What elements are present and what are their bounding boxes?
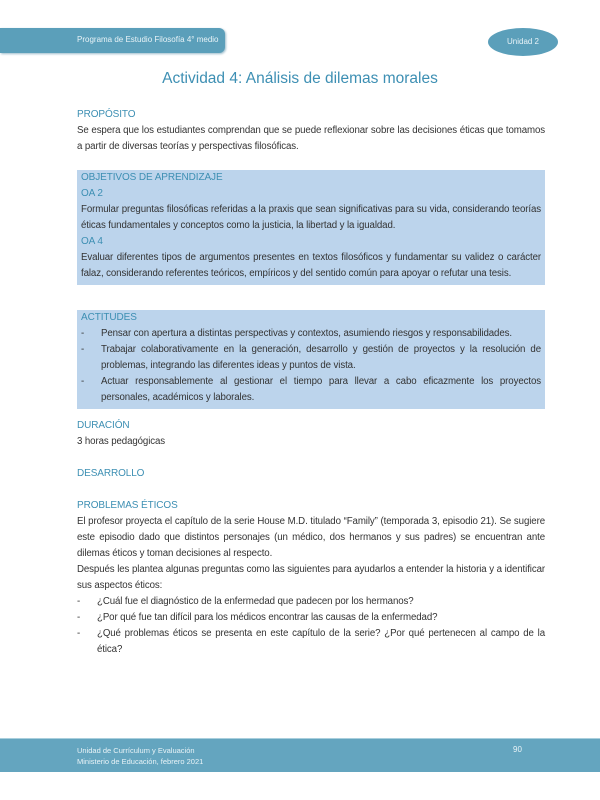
proposito-section — [77, 107, 545, 155]
page-title: Actividad 4: Análisis de dilemas morales — [162, 70, 438, 87]
unit-badge: Unidad 2 — [488, 28, 558, 56]
header-bar — [0, 28, 225, 53]
footer-line: Unidad de Currículum y Evaluación — [77, 746, 195, 755]
actitudes-heading: ACTITUDES — [81, 312, 137, 323]
proposito-text: Se espera que los estudiantes comprendan que se puede reflexionar sobre las decisiones éticas que tomamos a partir de diversas teorías y perspectivas filosóficas. — [77, 125, 545, 152]
actitud-item: - Pensar con apertura a distintas perspectivas y contextos, asumiendo riesgos y responsabilidades. — [81, 326, 541, 342]
actitudes-box — [77, 310, 545, 409]
oa-text: Formular preguntas filosóficas referidas a la praxis que sean significativas para su vida, considerando teorías éticas fundamentales y conceptos como la justicia, la libertad y la igualdad. — [81, 204, 541, 231]
proposito-heading: PROPÓSITO — [77, 109, 136, 120]
problemas-heading: PROBLEMAS ÉTICOS — [77, 500, 178, 511]
question-item: - ¿Cuál fue el diagnóstico de la enfermedad que padecen por los hermanos? — [77, 594, 545, 610]
oa-code: OA 2 — [81, 188, 103, 199]
footer-bar — [0, 738, 600, 772]
problemas-section — [77, 498, 545, 658]
oa-code: OA 4 — [81, 236, 103, 247]
question-item: - ¿Por qué fue tan difícil para los médicos encontrar las causas de la enfermedad? — [77, 610, 545, 626]
duracion-text: 3 horas pedagógicas — [77, 436, 166, 447]
problemas-paragraph: El profesor proyecta el capítulo de la serie House M.D. titulado “Family” (temporada 3, episodio 21). Se sugiere este episodio dado que distintos personajes (un médico, dos hermanos y sus padres) se encuentran ante dilemas éticos y toman decisiones al respecto. — [77, 516, 545, 559]
footer-line: Ministerio de Educación, febrero 2021 — [77, 757, 204, 766]
oa-text: Evaluar diferentes tipos de argumentos presentes en textos filosóficos y fundamentar su validez o carácter falaz, considerando referentes teóricos, empíricos y del sentido común para apoyar o refutar una tesis. — [81, 252, 541, 279]
question-item: - ¿Qué problemas éticos se presenta en este capítulo de la serie? ¿Por qué pertenecen al campo de la ética? — [77, 626, 545, 658]
program-name: Programa de Estudio Filosofía 4° medio — [77, 35, 219, 44]
objetivos-box — [77, 170, 545, 285]
page-number: 90 — [513, 745, 522, 754]
desarrollo-section — [77, 466, 545, 482]
desarrollo-heading: DESARROLLO — [77, 468, 145, 479]
actitud-item: - Actuar responsablemente al gestionar el tiempo para llevar a cabo eficazmente los proyectos personales, académicos y laborales. — [81, 374, 541, 406]
duracion-heading: DURACIÓN — [77, 420, 130, 431]
actitud-item: - Trabajar colaborativamente en la generación, desarrollo y gestión de proyectos y la resolución de problemas, integrando las diferentes ideas y puntos de vista. — [81, 342, 541, 374]
duracion-section — [77, 418, 545, 450]
problemas-paragraph: Después les plantea algunas preguntas como las siguientes para ayudarlos a entender la historia y a identificar sus aspectos éticos: — [77, 564, 545, 591]
objetivos-heading: OBJETIVOS DE APRENDIZAJE — [81, 172, 223, 183]
